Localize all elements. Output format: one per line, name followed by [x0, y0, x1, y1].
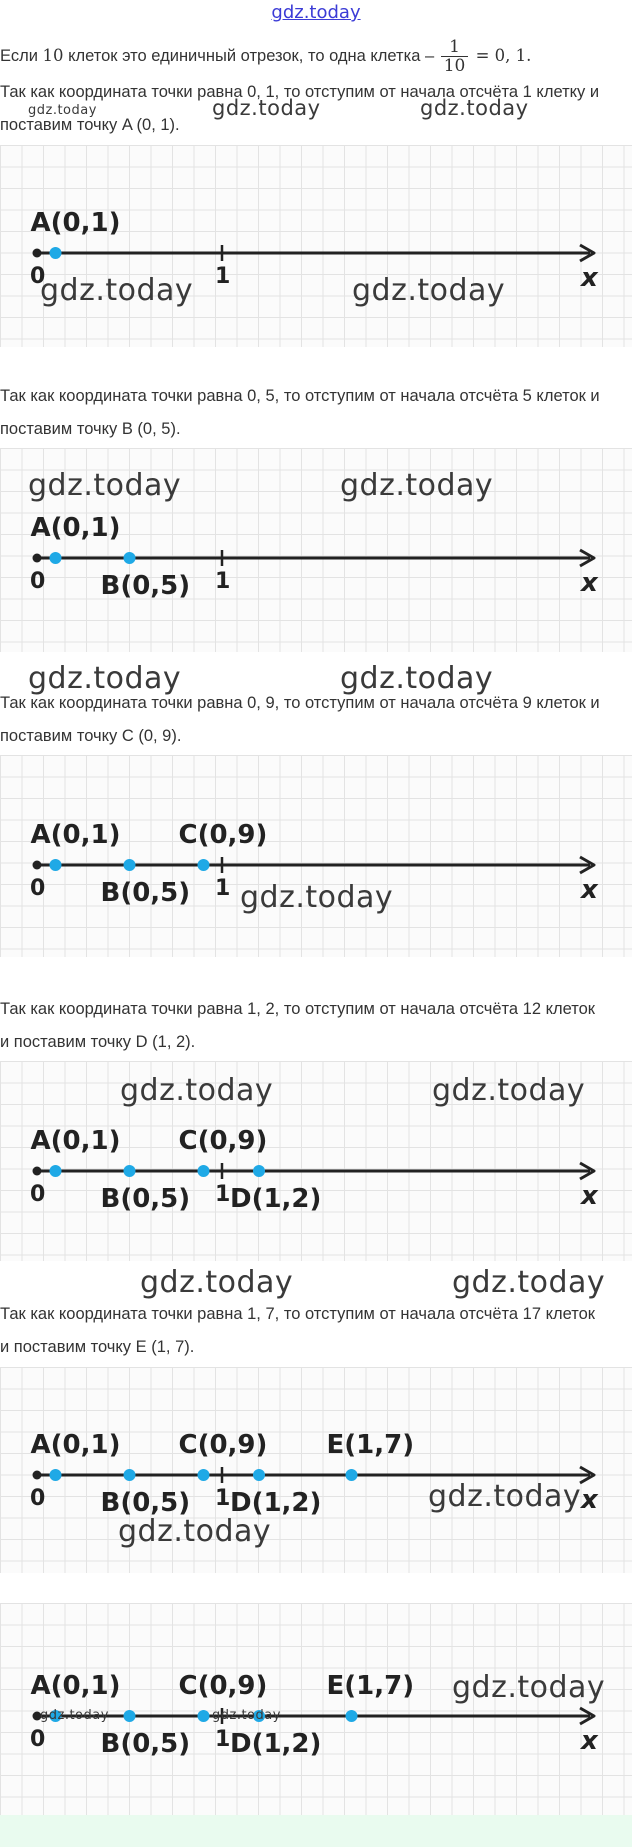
origin-point	[33, 861, 42, 870]
origin-label: 0	[30, 264, 46, 289]
paragraph-e	[0, 1298, 632, 1364]
watermark: gdz.today	[452, 1265, 606, 1300]
watermark: gdz.today	[340, 661, 494, 696]
origin-point	[33, 554, 42, 563]
paragraph-b-line1: Так как координата точки равна 0, 5, то отступим от начала отсчёта 5 клеток и	[0, 387, 600, 405]
watermark: gdz.today	[28, 661, 182, 696]
axis-label: x	[581, 1726, 598, 1756]
paragraph-d-line2: и поставим точку D (1, 2).	[0, 1033, 196, 1051]
point-label: D(1,2)	[230, 1729, 322, 1759]
fraction-numerator: 1	[441, 38, 469, 57]
point-label: A(0,1)	[30, 1671, 121, 1701]
point-label: C(0,9)	[178, 1671, 268, 1701]
origin-label: 0	[30, 1486, 46, 1511]
fraction-denominator: 10	[443, 56, 466, 76]
point-label: C(0,9)	[178, 1430, 268, 1460]
paragraph-c-line2: поставим точку C (0, 9).	[0, 727, 182, 745]
watermark: gdz.today	[140, 1265, 294, 1300]
point-label: C(0,9)	[178, 820, 268, 850]
number-line-figure-5	[0, 1367, 632, 1573]
point-label: B(0,5)	[100, 878, 191, 908]
axis-label: x	[581, 263, 598, 293]
unit-tick-label: 1	[215, 1182, 231, 1207]
point-label: A(0,1)	[30, 1430, 121, 1460]
watermark: gdz.today	[212, 1708, 281, 1723]
watermark: gdz.today	[40, 1708, 109, 1723]
intro-num: 10	[42, 45, 64, 65]
origin-label: 0	[30, 1727, 46, 1752]
paragraph-d	[0, 993, 632, 1059]
point-label: B(0,5)	[100, 1184, 191, 1214]
paragraph-c	[0, 687, 632, 753]
point-label: E(1,7)	[326, 1671, 415, 1701]
point-label: B(0,5)	[100, 571, 191, 601]
point-label: A(0,1)	[30, 820, 121, 850]
watermark: gdz.today	[420, 96, 529, 120]
point-marker	[50, 1165, 62, 1177]
paragraph-b	[0, 380, 632, 446]
intro-text-2: клеток это единичный отрезок, то одна клетка –	[63, 46, 439, 65]
point-marker	[346, 1469, 358, 1481]
watermark: gdz.today	[428, 1479, 582, 1514]
point-marker	[124, 859, 136, 871]
point-label: B(0,5)	[100, 1729, 191, 1759]
point-label: A(0,1)	[30, 513, 121, 543]
point-marker	[198, 859, 210, 871]
point-label: B(0,5)	[100, 1488, 191, 1518]
point-marker	[50, 247, 62, 259]
point-marker	[198, 1165, 210, 1177]
paragraph-e-line1: Так как координата точки равна 1, 7, то отступим от начала отсчёта 17 клеток	[0, 1305, 596, 1323]
point-marker	[124, 1710, 136, 1722]
paragraph-c-line1: Так как координата точки равна 0, 9, то отступим от начала отсчёта 9 клеток и	[0, 694, 600, 712]
origin-point	[33, 249, 42, 258]
point-marker	[50, 1469, 62, 1481]
point-label: A(0,1)	[30, 1126, 121, 1156]
unit-tick-label: 1	[215, 264, 231, 289]
point-marker	[124, 1469, 136, 1481]
point-marker	[346, 1710, 358, 1722]
point-label: D(1,2)	[230, 1488, 322, 1518]
unit-tick-label: 1	[215, 1727, 231, 1752]
axis-label: x	[581, 568, 598, 598]
site-link[interactable]: gdz.today	[271, 2, 361, 23]
point-marker	[50, 552, 62, 564]
number-line-figure-1	[0, 145, 632, 347]
watermark: gdz.today	[118, 1514, 272, 1549]
axis-label: x	[581, 1181, 598, 1211]
point-label: A(0,1)	[30, 208, 121, 238]
point-marker	[124, 552, 136, 564]
point-marker	[198, 1710, 210, 1722]
watermark: gdz.today	[452, 1670, 606, 1705]
point-marker	[253, 1165, 265, 1177]
unit-tick-label: 1	[215, 876, 231, 901]
origin-label: 0	[30, 1182, 46, 1207]
origin-label: 0	[30, 569, 46, 594]
paragraph-e-line2: и поставим точку E (1, 7).	[0, 1338, 195, 1356]
footer-bar	[0, 1815, 632, 1847]
intro-text-1: Если	[0, 46, 43, 65]
watermark: gdz.today	[120, 1073, 274, 1108]
origin-point	[33, 1167, 42, 1176]
fraction	[441, 38, 469, 75]
intro-text-3: = 0, 1.	[470, 45, 532, 65]
point-marker	[50, 859, 62, 871]
point-label: E(1,7)	[326, 1430, 415, 1460]
watermark: gdz.today	[340, 468, 494, 503]
watermark: gdz.today	[212, 96, 321, 120]
watermark: gdz.today	[352, 273, 506, 308]
unit-tick-label: 1	[215, 1486, 231, 1511]
watermark: gdz.today	[240, 880, 394, 915]
paragraph-a-line1: Так как координата точки равна 0, 1, то отступим от начала отсчёта 1 клетку и	[0, 83, 600, 101]
point-marker	[198, 1469, 210, 1481]
point-label: C(0,9)	[178, 1126, 268, 1156]
watermark: gdz.today	[40, 273, 194, 308]
intro-paragraph	[0, 38, 632, 75]
origin-point	[33, 1471, 42, 1480]
paragraph-b-line2: поставим точку B (0, 5).	[0, 420, 181, 438]
point-marker	[253, 1469, 265, 1481]
origin-label: 0	[30, 876, 46, 901]
paragraph-d-line1: Так как координата точки равна 1, 2, то отступим от начала отсчёта 12 клеток	[0, 1000, 596, 1018]
number-line-figure-3	[0, 755, 632, 957]
point-label: D(1,2)	[230, 1184, 322, 1214]
watermark: gdz.today	[28, 468, 182, 503]
axis-label: x	[581, 875, 598, 905]
watermark: gdz.today	[432, 1073, 586, 1108]
paragraph-a-line2: поставим точку A (0, 1).	[0, 116, 180, 134]
unit-tick-label: 1	[215, 569, 231, 594]
point-marker	[124, 1165, 136, 1177]
watermark: gdz.today	[28, 103, 97, 118]
axis-label: x	[581, 1485, 598, 1515]
